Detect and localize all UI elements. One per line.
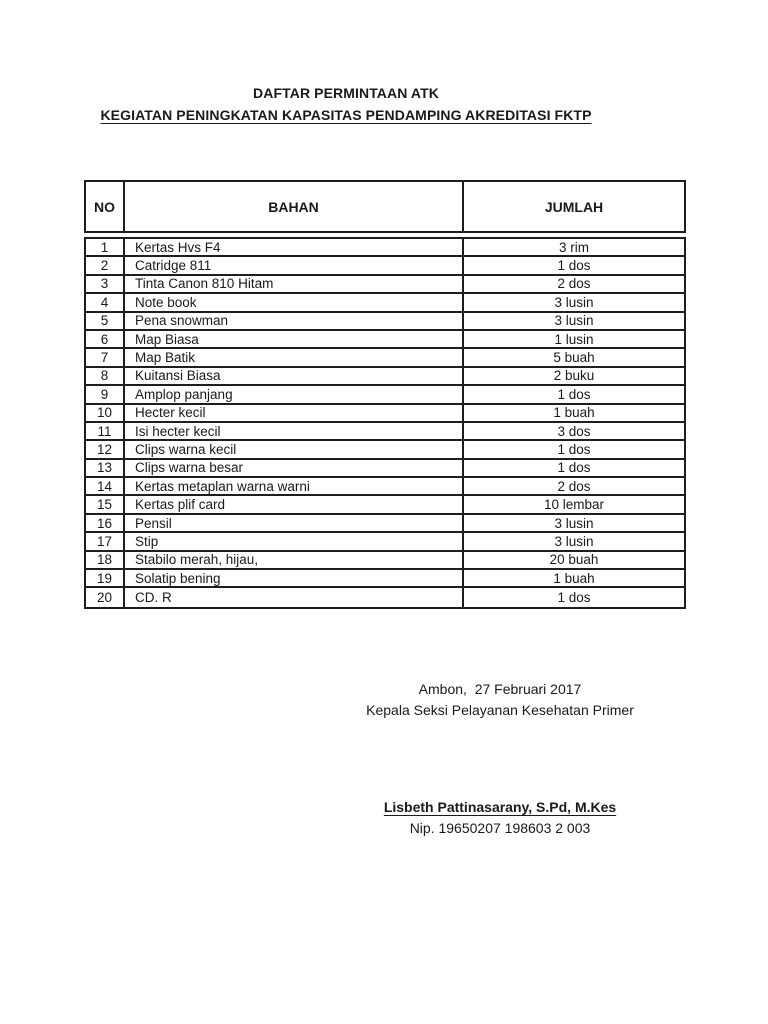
document-subtitle: KEGIATAN PENINGKATAN KAPASITAS PENDAMPING AKREDITASI FKTP [100,107,592,123]
cell-no: 14 [86,478,125,494]
cell-bahan: Kertas metaplan warna warni [125,478,464,494]
cell-bahan: Kuitansi Biasa [125,368,464,384]
table-row [86,294,684,312]
cell-jumlah: 3 lusin [554,294,594,310]
table-row [86,441,684,459]
table-row [86,570,684,588]
table-row [86,331,684,349]
table-row [86,515,684,533]
cell-bahan: Map Batik [125,349,464,365]
table-row [86,349,684,367]
cell-bahan: CD. R [125,588,464,606]
cell-no: 19 [86,570,125,586]
cell-bahan: Catridge 811 [125,257,464,273]
cell-no: 9 [86,386,125,402]
signature-position-title: Kepala Seksi Pelayanan Kesehatan Primer [366,702,634,718]
column-header-no: NO [86,182,125,231]
cell-jumlah: 3 lusin [554,533,594,549]
table-row [86,423,684,441]
cell-no: 12 [86,441,125,457]
cell-jumlah: 1 dos [557,590,591,606]
document-title: DAFTAR PERMINTAAN ATK [253,85,439,101]
cell-bahan: Solatip bening [125,570,464,586]
cell-jumlah: 2 dos [557,276,591,292]
cell-jumlah: 1 buah [553,570,595,586]
cell-bahan: Stabilo merah, hijau, [125,552,464,568]
cell-no: 10 [86,405,125,421]
cell-bahan: Hecter kecil [125,405,464,421]
cell-bahan: Pensil [125,515,464,531]
cell-jumlah: 1 dos [557,441,591,457]
cell-jumlah: 1 dos [557,460,591,476]
cell-no: 7 [86,349,125,365]
cell-bahan: Kertas plif card [125,496,464,512]
column-header-jumlah: JUMLAH [544,198,604,215]
signature-block [340,679,660,839]
cell-bahan: Stip [125,533,464,549]
table-row [86,276,684,294]
document-heading [0,85,692,123]
cell-jumlah: 1 dos [557,386,591,402]
cell-no: 20 [86,588,125,606]
table-row [86,460,684,478]
cell-no: 8 [86,368,125,384]
table-row [86,588,684,606]
cell-no: 16 [86,515,125,531]
column-header-bahan: BAHAN [125,182,464,231]
cell-no: 3 [86,276,125,292]
table-row [86,239,684,257]
cell-no: 11 [86,423,125,439]
cell-jumlah: 3 rim [559,239,589,255]
cell-bahan: Pena snowman [125,313,464,329]
cell-jumlah: 2 dos [557,478,591,494]
table-row [86,257,684,275]
cell-no: 4 [86,294,125,310]
signature-place-date: Ambon, 27 Februari 2017 [418,681,582,697]
table-row [86,368,684,386]
atk-request-table [84,180,686,609]
cell-jumlah: 2 buku [553,368,595,384]
cell-bahan: Clips warna kecil [125,441,464,457]
cell-no: 1 [86,239,125,255]
cell-bahan: Isi hecter kecil [125,423,464,439]
cell-jumlah: 3 dos [557,423,591,439]
table-row [86,552,684,570]
cell-no: 13 [86,460,125,476]
table-row [86,386,684,404]
cell-jumlah: 3 lusin [554,313,594,329]
cell-jumlah: 20 buah [549,552,599,568]
cell-no: 6 [86,331,125,347]
table-row [86,313,684,331]
signature-nip: Nip. 19650207 198603 2 003 [409,820,591,836]
table-header-row [84,180,686,233]
cell-bahan: Note book [125,294,464,310]
cell-jumlah: 3 lusin [554,515,594,531]
cell-no: 15 [86,496,125,512]
cell-no: 17 [86,533,125,549]
cell-bahan: Map Biasa [125,331,464,347]
cell-bahan: Amplop panjang [125,386,464,402]
cell-bahan: Clips warna besar [125,460,464,476]
cell-bahan: Kertas Hvs F4 [125,239,464,255]
table-row [86,533,684,551]
cell-jumlah: 1 lusin [554,331,594,347]
cell-bahan: Tinta Canon 810 Hitam [125,276,464,292]
table-row [86,405,684,423]
cell-no: 18 [86,552,125,568]
cell-no: 5 [86,313,125,329]
cell-jumlah: 1 dos [557,258,591,274]
cell-jumlah: 1 buah [553,405,595,421]
table-row [86,478,684,496]
table-body [84,237,686,609]
cell-jumlah: 5 buah [553,350,595,366]
signature-name: Lisbeth Pattinasarany, S.Pd, M.Kes [383,799,617,815]
cell-jumlah: 10 lembar [543,497,605,513]
table-row [86,496,684,514]
cell-no: 2 [86,257,125,273]
